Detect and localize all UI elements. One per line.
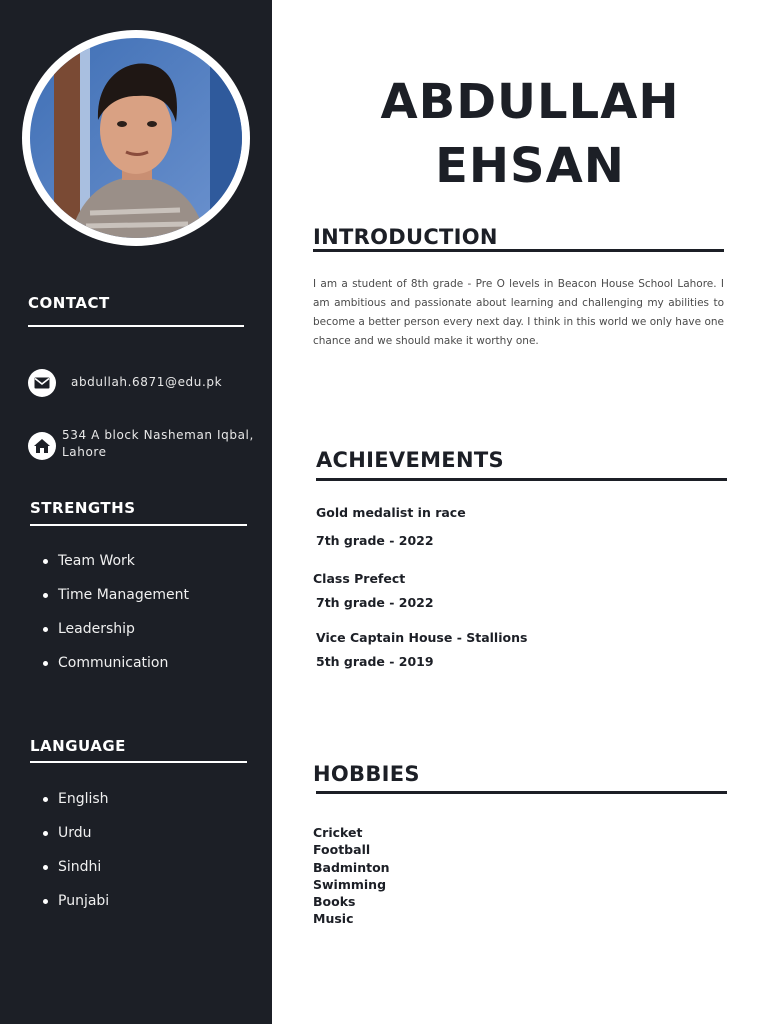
list-item: Music bbox=[313, 911, 354, 927]
list-item: Sindhi bbox=[30, 857, 109, 891]
house-icon bbox=[28, 432, 56, 460]
name-first: ABDULLAH bbox=[380, 74, 680, 130]
strengths-heading: STRENGTHS bbox=[30, 499, 136, 517]
list-item: Team Work bbox=[30, 551, 189, 585]
language-list bbox=[30, 789, 109, 925]
list-item: Swimming bbox=[313, 876, 387, 892]
introduction-text: I am a student of 8th grade - Pre O levels in Beacon House School Lahore. I am ambitious and passionate about learning and challenging my abilities to become a better person every next day. I think in this world we only have one chance and we should make it worthy one. bbox=[313, 278, 724, 347]
contact-address-row bbox=[28, 427, 254, 461]
profile-photo bbox=[30, 38, 242, 238]
contact-email-row bbox=[28, 369, 222, 397]
achievement-title: Gold medalist in race bbox=[316, 505, 466, 520]
contact-address bbox=[62, 427, 254, 461]
list-item: Urdu bbox=[30, 823, 109, 857]
address-line-2: Lahore bbox=[62, 445, 107, 459]
contact-email[interactable]: abdullah.6871@edu.pk bbox=[71, 375, 223, 389]
name-last: EHSAN bbox=[435, 138, 625, 194]
achievement-title: Class Prefect bbox=[313, 571, 406, 586]
achievement-grade: 7th grade - 2022 bbox=[316, 533, 434, 548]
envelope-icon bbox=[28, 369, 56, 397]
list-item: Leadership bbox=[30, 619, 189, 653]
profile-photo-image bbox=[30, 38, 242, 238]
contact-divider bbox=[28, 325, 244, 327]
list-item: English bbox=[30, 789, 109, 823]
sidebar bbox=[0, 0, 272, 1024]
list-item: Cricket bbox=[313, 825, 363, 840]
language-heading: LANGUAGE bbox=[30, 737, 126, 755]
list-item: Communication bbox=[30, 653, 189, 687]
achievement-grade: 5th grade - 2019 bbox=[316, 654, 434, 669]
hobbies-list bbox=[313, 824, 390, 928]
list-item: Football bbox=[313, 842, 371, 858]
introduction-heading: INTRODUCTION bbox=[313, 225, 498, 249]
contact-heading: CONTACT bbox=[28, 294, 110, 312]
list-item: Time Management bbox=[30, 585, 189, 619]
profile-photo-frame bbox=[22, 30, 250, 246]
language-divider bbox=[30, 761, 247, 763]
list-item: Books bbox=[313, 894, 356, 910]
list-item: Badminton bbox=[313, 859, 390, 875]
page-title bbox=[300, 70, 760, 198]
strengths-divider bbox=[30, 524, 247, 526]
achievement-grade: 7th grade - 2022 bbox=[316, 595, 434, 610]
achievements-divider bbox=[316, 478, 727, 481]
achievements-heading: ACHIEVEMENTS bbox=[316, 448, 504, 472]
address-line-1: 534 A block Nasheman Iqbal, bbox=[62, 428, 254, 442]
achievement-title: Vice Captain House - Stallions bbox=[316, 630, 528, 645]
hobbies-heading: HOBBIES bbox=[313, 762, 420, 786]
list-item: Punjabi bbox=[30, 891, 109, 925]
strengths-list bbox=[30, 551, 189, 687]
introduction-divider bbox=[313, 249, 724, 252]
hobbies-divider bbox=[316, 791, 727, 794]
